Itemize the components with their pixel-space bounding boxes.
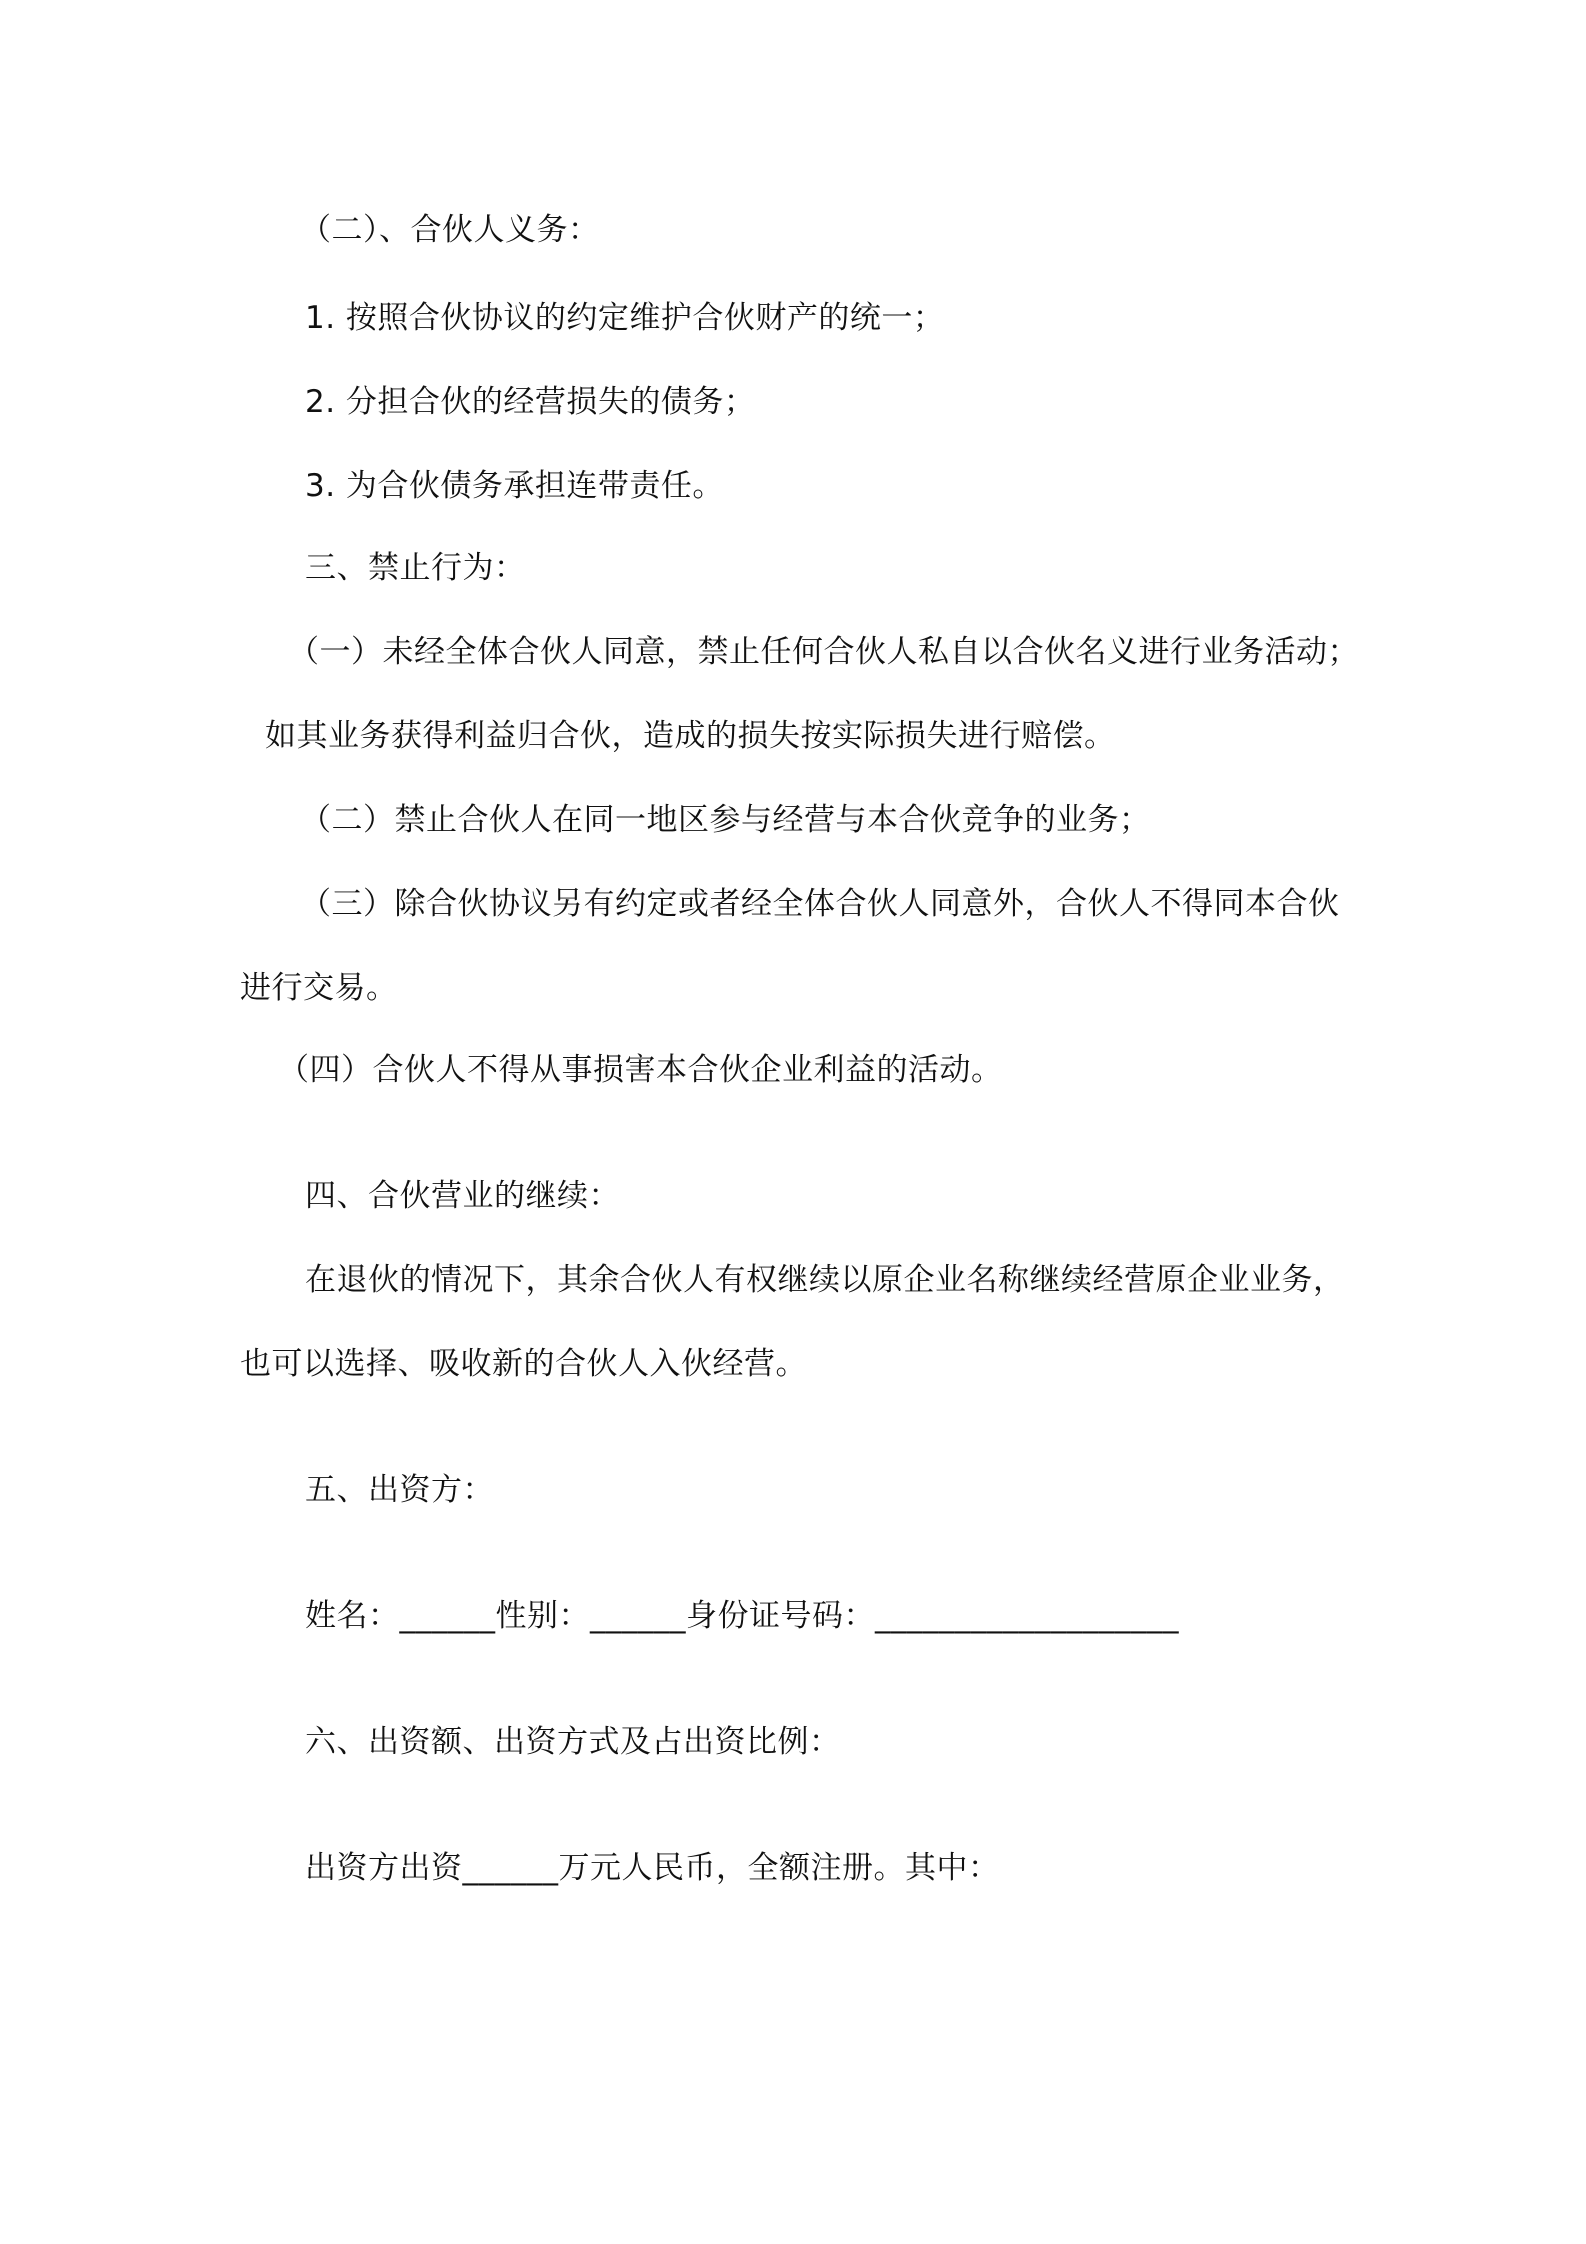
prohibition-item-2: （二）禁止合伙人在同一地区参与经营与本合伙竞争的业务；	[300, 802, 1151, 838]
investor-info-line: 姓名：______性别：______身份证号码：___________________	[305, 1598, 1179, 1634]
investment-amount-line: 出资方出资______万元人民币，全额注册。其中：	[305, 1850, 1000, 1886]
continuation-paragraph-continued: 也可以选择、吸收新的合伙人入伙经营。	[240, 1346, 807, 1382]
prohibition-item-1: （一）未经全体合伙人同意，禁止任何合伙人私自以合伙名义进行业务活动；	[288, 634, 1359, 670]
prohibition-item-4: （四）合伙人不得从事损害本合伙企业利益的活动。	[278, 1052, 1003, 1088]
prohibition-item-3-continued: 进行交易。	[240, 970, 398, 1006]
section-2-heading: （二）、合伙人义务：	[300, 212, 600, 248]
section-3-heading: 三、禁止行为：	[305, 550, 526, 586]
duty-item-3: 3. 为合伙债务承担连带责任。	[305, 468, 724, 504]
section-6-heading: 六、出资额、出资方式及占出资比例：	[305, 1724, 841, 1760]
section-5-heading: 五、出资方：	[305, 1472, 494, 1508]
continuation-paragraph: 在退伙的情况下，其余合伙人有权继续以原企业名称继续经营原企业业务，	[305, 1262, 1345, 1298]
duty-item-1: 1. 按照合伙协议的约定维护合伙财产的统一；	[305, 300, 945, 336]
section-4-heading: 四、合伙营业的继续：	[305, 1178, 620, 1214]
prohibition-item-1-continued: 如其业务获得利益归合伙，造成的损失按实际损失进行赔偿。	[265, 718, 1116, 754]
duty-item-2: 2. 分担合伙的经营损失的债务；	[305, 384, 756, 420]
prohibition-item-3: （三）除合伙协议另有约定或者经全体合伙人同意外，合伙人不得同本合伙	[300, 886, 1340, 922]
